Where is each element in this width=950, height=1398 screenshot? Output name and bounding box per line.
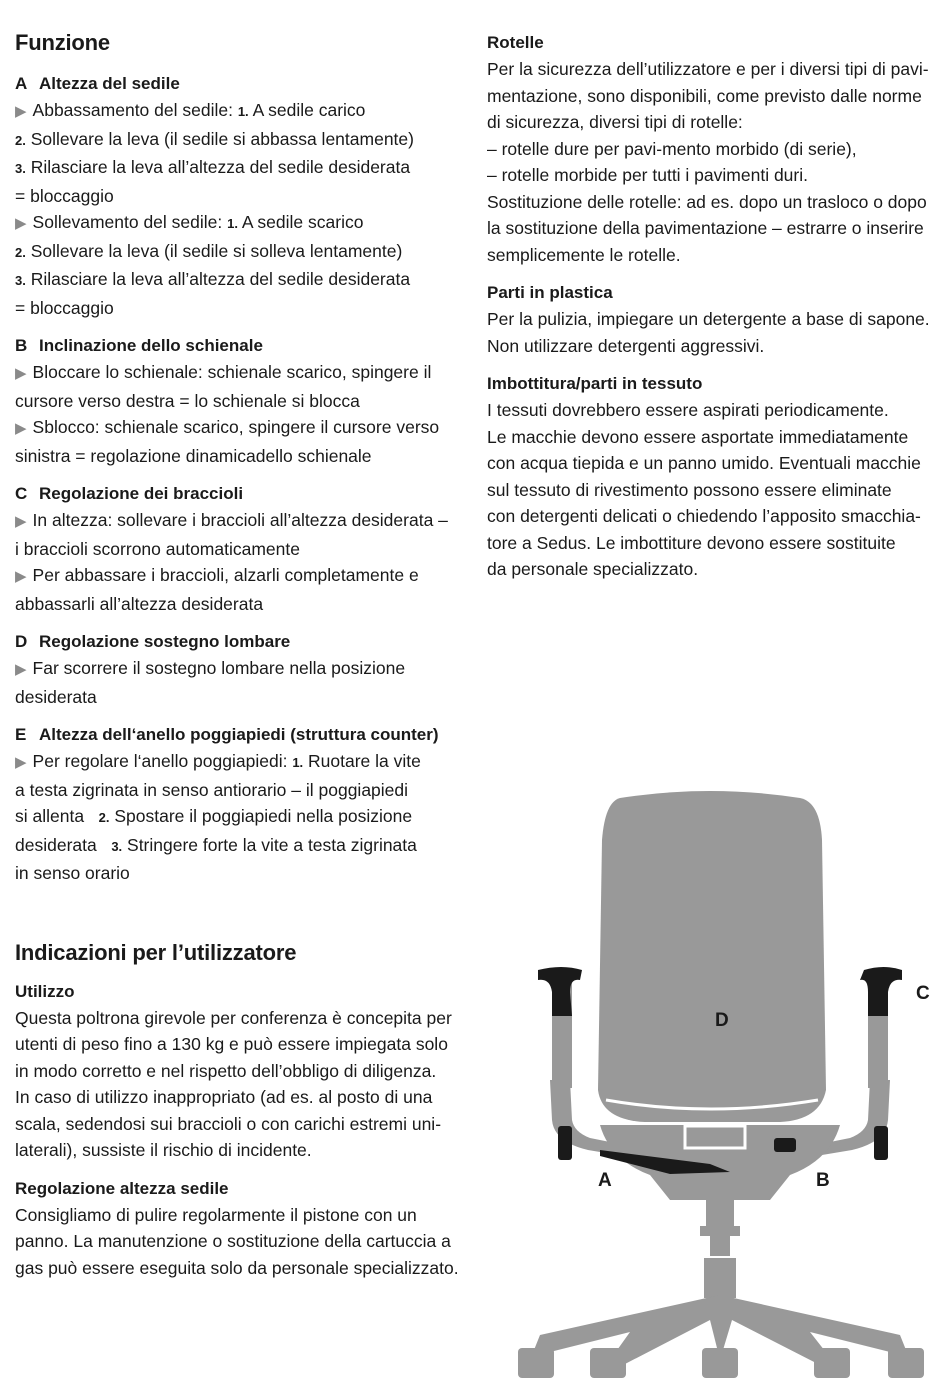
rotelle-line: – rotelle dure per pavi-mento morbido (di serie), [487,138,857,159]
text: Sollevamento del sedile: [32,212,228,232]
text: Sollevare la leva (il sedile si solleva lentamente) [30,240,403,261]
imbottitura-line: con detergenti delicati o chiedendo l’apposito smacchia- [487,506,921,526]
chair-illustration [510,780,950,1393]
section-b-heading [15,333,470,359]
section-d-letter: D [15,632,28,651]
section-e [15,722,470,887]
step-number: 3. [15,161,26,176]
section-a-line-7 [15,266,470,295]
text: Far scorrere il sostegno lombare nella posizione [32,658,406,678]
section-b [15,333,470,469]
gas-column-ring [700,1226,740,1236]
section-plastica [487,280,942,359]
rotelle-line: mentazione, sono disponibili, come previsto dalle norme [487,85,922,106]
text: A sedile carico [248,100,366,120]
text: Ruotare la vite [303,751,421,771]
triangle-icon: ▶ [15,215,27,232]
imbottitura-line: con acqua tiepida e un panno umido. Eventuali macchie [487,453,921,473]
section-c-title: Regolazione dei braccioli [39,484,244,503]
section-b-letter: B [15,336,28,355]
diagram-label-d: D [715,1010,729,1031]
step-number: 3. [15,273,26,288]
section-e-line-4 [15,832,470,861]
rotelle-line: la sostituzione della pavimentazione – estrarre o inserire [487,218,924,238]
section-c-line-1 [15,507,470,536]
section-d [15,629,470,710]
section-imbottitura [487,371,942,583]
text: Rilasciare la leva all’altezza del sedile desiderata [30,157,411,177]
section-c-line-4: abbassarli all’altezza desiderata [15,593,264,614]
section-title-funzione: Funzione [15,30,110,55]
plastica-line: Per la pulizia, impiegare un detergente a base di sapone. [487,309,930,329]
imbottitura-heading: Imbottitura/parti in tessuto [487,374,703,393]
plastica-heading: Parti in plastica [487,283,613,302]
step-number: 1. [237,104,249,119]
text: Sblocco: schienale scarico, spingere il cursore verso [32,417,440,437]
section-d-heading [15,629,470,655]
triangle-icon: ▶ [15,661,27,678]
triangle-icon: ▶ [15,513,27,530]
chair-diagram [510,780,950,1393]
section-e-line-2: a testa zigrinata in senso antiorario – il poggiapiedi [15,779,409,800]
imbottitura-body [487,397,942,583]
backrest [598,791,826,1122]
section-b-line-4: sinistra = regolazione dinamicadello schienale [15,445,372,466]
imbottitura-line: da personale specializzato. [487,559,699,579]
caster-1 [518,1348,554,1378]
right-armrest-lower [874,1126,888,1160]
caster-3 [702,1348,738,1378]
text: Per abbassare i braccioli, alzarli completamente e [32,565,419,585]
rotelle-line: di sicurezza, diversi tipi di rotelle: [487,112,743,132]
section-c-letter: C [15,484,28,503]
section-e-line-1 [15,748,470,777]
text: Per regolare l‘anello poggiapiedi: [32,751,293,771]
section-c-line-2: i braccioli scorrono automaticamente [15,538,300,559]
section-a [15,71,470,321]
text: Rilasciare la leva all’altezza del sedile desiderata [30,269,411,289]
caster-5 [888,1348,924,1378]
utilizzo-line: in modo corretto e nel rispetto dell’obbligo di diligenza. [15,1060,437,1081]
rotelle-line: Per la sicurezza dell’utilizzatore e per i diversi tipi di pavi- [487,59,929,79]
text: si allenta [15,806,99,826]
section-e-line-5: in senso orario [15,863,130,883]
left-armrest-lower [558,1126,572,1160]
section-d-title: Regolazione sostegno lombare [39,632,291,651]
triangle-icon: ▶ [15,754,27,771]
text: In altezza: sollevare i braccioli all’altezza desiderata – [32,510,448,530]
text: A sedile scarico [237,212,364,232]
regolazione-line: Consigliamo di pulire regolarmente il pistone con un [15,1204,417,1225]
right-armpad [860,967,902,1016]
step-number: 2. [15,244,26,260]
text: Bloccare lo schienale: schienale scarico, spingere il [32,362,432,382]
utilizzo-line: laterali), sussiste il rischio di incidente. [15,1140,312,1160]
section-c-heading [15,481,470,507]
section-rotelle [487,30,942,268]
step-number: 2. [98,810,110,825]
utilizzo-line: utenti di peso fino a 130 kg e può essere impiegata solo [15,1034,448,1054]
section-title-indicazioni: Indicazioni per l’utilizzatore [15,939,297,965]
gas-column-base [704,1258,736,1298]
imbottitura-line: tore a Sedus. Le imbottiture devono essere sostituite [487,532,896,553]
rotelle-line: Sostituzione delle rotelle: ad es. dopo un trasloco o dopo [487,191,927,212]
imbottitura-line: Le macchie devono essere asportate immediatamente [487,426,909,447]
section-a-heading [15,71,470,97]
section-e-heading [15,722,470,748]
section-e-letter: E [15,725,27,744]
plastica-body [487,306,942,359]
gas-column-top [706,1200,734,1226]
section-e-title: Altezza dell‘anello poggiapiedi (struttura counter) [39,725,439,744]
section-e-line-3 [15,803,470,832]
section-c [15,481,470,617]
regolazione-heading: Regolazione altezza sedile [15,1178,229,1198]
section-a-line-6 [15,238,470,267]
diagram-label-b: B [816,1170,830,1191]
chair-body [518,791,924,1378]
backrest-lever [774,1138,796,1152]
gas-column-middle [710,1236,730,1256]
section-a-title: Altezza del sedile [39,74,180,93]
section-a-line-2 [15,126,470,155]
section-a-letter: A [15,74,28,93]
section-b-line-3 [15,414,470,443]
triangle-icon: ▶ [15,420,27,437]
rotelle-body [487,56,942,268]
section-d-line-2: desiderata [15,686,97,707]
triangle-icon: ▶ [15,568,27,585]
section-d-line-1 [15,655,470,684]
section-b-line-2: cursore verso destra = lo schienale si blocca [15,390,360,411]
imbottitura-line: I tessuti dovrebbero essere aspirati periodicamente. [487,400,889,420]
regolazione-line: gas può essere eseguita solo da personale specializzato. [15,1257,459,1278]
diagram-label-c: C [916,983,930,1004]
text: Sollevare la leva (il sedile si abbassa lentamente) [30,128,414,149]
rotelle-heading: Rotelle [487,33,544,52]
text: desiderata [15,834,112,855]
diagram-label-a: A [598,1170,612,1191]
right-column [487,0,942,583]
utilizzo-line: In caso di utilizzo inappropriato (ad es. al posto di una [15,1087,433,1107]
utilizzo-line: scala, sedendosi sui braccioli o con carichi estremi uni- [15,1113,442,1134]
section-b-title: Inclinazione dello schienale [39,336,263,355]
triangle-icon: ▶ [15,365,27,382]
left-armpad [538,967,582,1016]
regolazione-line: panno. La manutenzione o sostituzione della cartuccia a [15,1231,451,1251]
text: Stringere forte la vite a testa zigrinata [122,834,417,855]
utilizzo-line: Questa poltrona girevole per conferenza è concepita per [15,1007,452,1028]
section-c-line-3 [15,562,470,591]
caster-4 [814,1348,850,1378]
step-number: 1. [227,216,238,231]
regolazione-body [15,1202,470,1282]
step-number: 1. [292,755,304,770]
section-regolazione [15,1176,470,1282]
step-number: 3. [111,838,123,854]
section-a-line-5 [15,209,470,238]
section-a-line-4: = bloccaggio [15,185,114,206]
rotelle-line: semplicemente le rotelle. [487,244,681,265]
left-column [15,0,470,1281]
text: Abbassamento del sedile: [32,100,238,120]
section-utilizzo [15,979,470,1164]
step-number: 2. [15,132,26,148]
section-a-line-1 [15,97,470,126]
imbottitura-line: sul tessuto di rivestimento possono essere eliminate [487,479,892,500]
rotelle-line: – rotelle morbide per tutti i pavimenti duri. [487,165,808,185]
utilizzo-heading: Utilizzo [15,981,75,1001]
section-a-line-8: = bloccaggio [15,297,114,318]
plastica-line: Non utilizzare detergenti aggressivi. [487,335,765,356]
section-a-line-3 [15,154,470,183]
triangle-icon: ▶ [15,103,27,120]
utilizzo-body [15,1005,470,1164]
section-b-line-1 [15,359,470,388]
caster-2 [590,1348,626,1378]
text: Spostare il poggiapiedi nella posizione [109,806,413,826]
